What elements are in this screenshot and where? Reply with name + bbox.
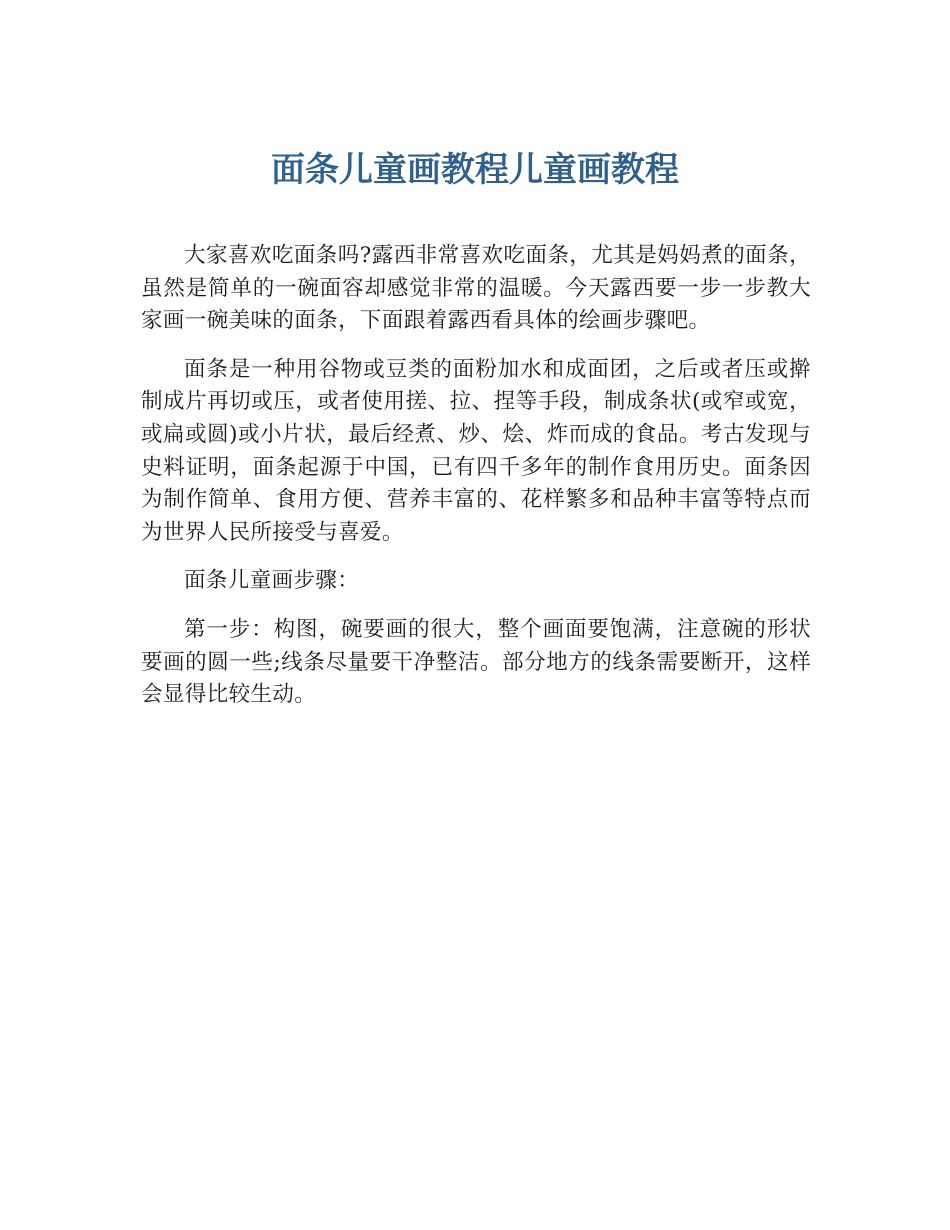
document-title: 面条儿童画教程儿童画教程 [271,150,679,190]
paragraph-step-one: 第一步：构图，碗要画的很大，整个画面要饱满，注意碗的形状要画的圆一些;线条尽量要干净整洁。部分地方的线条需要断开，这样会显得比较生动。 [141,616,811,708]
paragraph-noodle-description: 面条是一种用谷物或豆类的面粉加水和成面团，之后或者压或擀制成片再切或压，或者使用搓、拉、捏等手段，制成条状(或窄或宽，或扁或圆)或小片状，最后经煮、炒、烩、炸而成的食品。考古发现与史料证明，面条起源于中国，已有四千多年的制作食用历史。面条因为制作简单、食用方便、营养丰富的、花样繁多和品种丰富等特点而为世界人民所接受与喜爱。 [141,356,811,545]
paragraph-steps-heading: 面条儿童画步骤： [184,568,360,594]
document-body [141,240,811,728]
paragraph-intro: 大家喜欢吃面条吗?露西非常喜欢吃面条，尤其是妈妈煮的面条，虽然是简单的一碗面容却感觉非常的温暖。今天露西要一步一步教大家画一碗美味的面条，下面跟着露西看具体的绘画步骤吧。 [141,243,811,334]
